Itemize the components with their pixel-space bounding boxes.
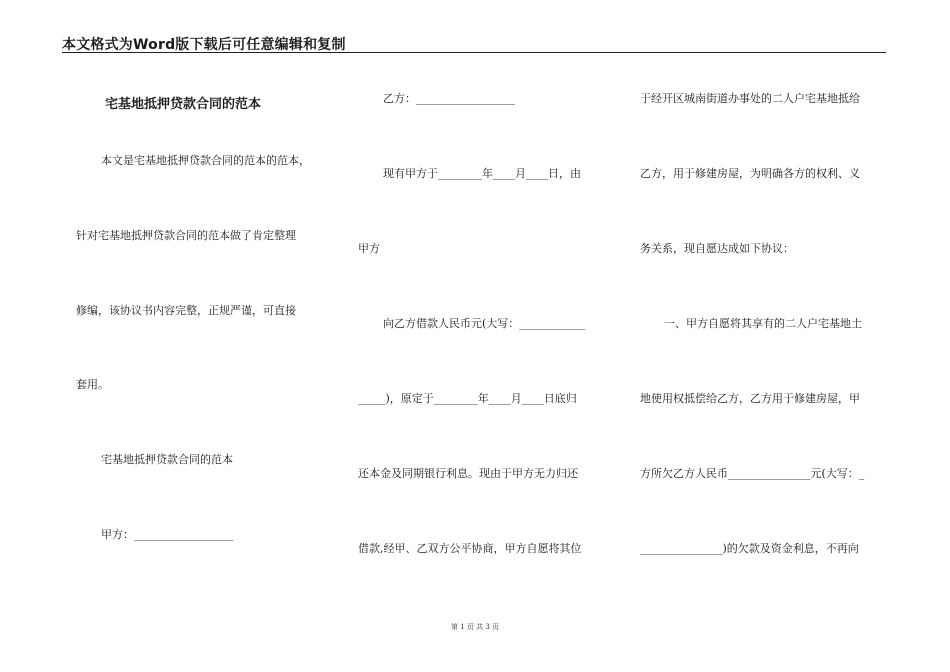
col3-line-7: _______________)的欠款及资金利息，不再向 bbox=[640, 542, 859, 555]
col3-line-4: 一、甲方自愿将其享有的二人户宅基地土 bbox=[664, 317, 862, 330]
col1-line-4: 套用。 bbox=[76, 378, 109, 391]
header-text: 本文格式为Word版下载后可任意编辑和复制 bbox=[62, 37, 346, 53]
col2-line-4: 向乙方借款人民币元(大写：____________ bbox=[383, 317, 586, 330]
col2-line-5: _____)，原定于________年____月____日底归 bbox=[358, 392, 577, 405]
col3-line-1: 于经开区城南街道办事处的二人户宅基地抵给 bbox=[640, 92, 860, 105]
col1-line-3: 修编，该协议书内容完整，正规严谨，可直接 bbox=[76, 304, 296, 317]
col2-line-3: 甲方 bbox=[358, 242, 380, 255]
col1-party-a: 甲方：__________________ bbox=[101, 528, 233, 541]
col3-line-2: 乙方，用于修建房屋，为明确各方的权利、义 bbox=[640, 167, 860, 180]
col3-line-3: 务关系，现自愿达成如下协议： bbox=[640, 242, 794, 255]
col2-line-6: 还本金及同期银行利息。现由于甲方无力归还 bbox=[358, 467, 578, 480]
page-number: 第 1 页 共 3 页 bbox=[450, 623, 500, 631]
col1-line-2: 针对宅基地抵押贷款合同的范本做了肯定整理 bbox=[76, 229, 296, 242]
col3-line-5: 地使用权抵偿给乙方，乙方用于修建房屋，甲 bbox=[640, 392, 860, 405]
page-header bbox=[62, 34, 886, 53]
col2-line-2: 现有甲方于________年____月____日，由 bbox=[383, 167, 581, 180]
document-title: 宅基地抵押贷款合同的范本 bbox=[105, 97, 262, 112]
col2-line-7: 借款,经甲、乙双方公平协商，甲方自愿将其位 bbox=[358, 542, 582, 555]
col1-line-1: 本文是宅基地抵押贷款合同的范本的范本， bbox=[101, 154, 310, 167]
col2-line-1: 乙方：__________________ bbox=[383, 92, 515, 105]
col1-subtitle: 宅基地抵押贷款合同的范本 bbox=[101, 453, 233, 466]
col3-line-6: 方所欠乙方人民币_______________元(大写：_ bbox=[640, 467, 865, 480]
